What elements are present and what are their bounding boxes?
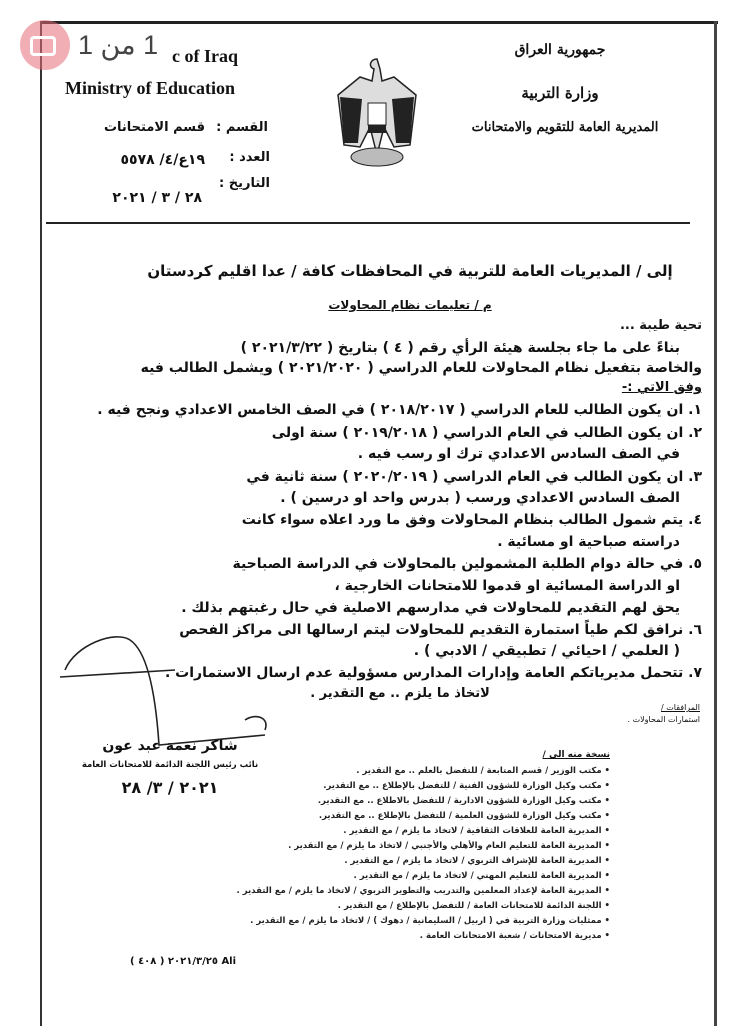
list-item-6: ٦. نرافق لكم طياً استمارة التقديم للمحاولات ليتم ارسالها الى مراكز الفحص <box>179 622 702 638</box>
body-line: وفق الاتي :- <box>621 380 702 395</box>
country-name-en: c of Iraq <box>172 46 238 66</box>
list-item-1: ١. ان يكون الطالب للعام الدراسي ( ٢٠١٨/٢٠١٧ ) في الصف الخامس الاعدادي ونجح فيه . <box>97 402 702 418</box>
viewer-app-icon[interactable] <box>20 20 70 70</box>
list-item-6-cont: ( العلمي / احيائي / تطبيقي / الادبي ) . <box>413 643 680 659</box>
date-value: ٢٨ / ٣ / ٢٠٢١ <box>112 190 202 206</box>
cc-item: • مديرية الامتحانات / شعبة الامتحانات العامة . <box>420 931 610 941</box>
iraq-emblem-icon <box>330 55 425 170</box>
handwritten-signature <box>55 625 295 755</box>
greeting: تحية طيبة ... <box>619 318 702 333</box>
signature-date: ٢٠٢١ / ٣/ ٢٨ <box>121 778 219 797</box>
body-line: والخاصة بتفعيل نظام المحاولات للعام الدراسي ( ٢٠٢١/٢٠٢٠ ) ويشمل الطالب فيه <box>140 360 702 376</box>
body-line: بناءً على ما جاء بجلسة هيئة الرأي رقم ( ٤ ) بتاريخ ( ٢٠٢١/٣/٢٢ ) <box>240 340 680 356</box>
subject: م / تعليمات نظام المحاولات <box>328 298 492 312</box>
list-item-2-cont: في الصف السادس الاعدادي ترك او رسب فيه . <box>357 446 680 462</box>
list-item-4: ٤. يتم شمول الطالب بنظام المحاولات وفق ما ورد اعلاه سواء كانت <box>241 512 702 528</box>
cc-item: • ممثليات وزارة التربية في ( اربيل / السليمانية / دهوك ) / لاتخاذ ما يلزم / مع التقدير . <box>250 916 610 926</box>
list-item-7: ٧. تتحمل مديرياتكم العامة وإدارات المدارس مسؤولية عدم ارسال الاستمارات . <box>164 665 702 681</box>
list-item-5-cont: يحق لهم التقديم للمحاولات في مدارسهم الاصلية في حال رغبتهم بذلك . <box>181 600 680 616</box>
cc-item: • مكتب الوزير / قسم المتابعة / للتفضل بالعلم .. مع التقدير . <box>356 766 610 776</box>
cc-item: • المديرية العامة لإعداد المعلمين والتدريب والتطوير التربوي / لاتخاذ ما يلزم / مع التقدير . <box>237 886 611 896</box>
signatory-name: شاكر نعمة عبد عون <box>102 738 238 754</box>
department-value: قسم الامتحانات <box>103 120 205 135</box>
cc-item: • مكتب وكيل الوزارة للشؤون الفنية / للتفضل بالإطلاع .. مع التقدير. <box>323 781 610 791</box>
cc-item: • مكتب وكيل الوزارة للشؤون العلمية / للتفضل بالإطلاع .. مع التقدير. <box>319 811 610 821</box>
cc-item: • مكتب وكيل الوزارة للشؤون الادارية / للتفضل بالاطلاع .. مع التقدير. <box>318 796 610 806</box>
number-value: ١٩ع/٤/ ٥٥٧٨ <box>120 152 205 168</box>
cc-item: • اللجنة الدائمة للامتحانات العامة / للتفضل بالإطلاع / مع التقدير . <box>338 901 610 911</box>
cc-item: • المديرية العامة للإشراف التربوي / لاتخاذ ما يلزم / مع التقدير . <box>344 856 610 866</box>
page-indicator: 1 من 1 <box>78 30 159 60</box>
ministry-name-en: Ministry of Education <box>65 78 236 98</box>
ministry-name: وزارة التربية <box>521 84 599 102</box>
header-divider <box>46 222 690 224</box>
number-label: العدد : <box>229 150 270 165</box>
list-item-2: ٢. ان يكون الطالب في العام الدراسي ( ٢٠١٩/٢٠١٨ ) سنة اولى <box>271 425 702 441</box>
frame-right-border <box>714 21 717 1026</box>
cc-label: نسخة منه الى / <box>542 750 610 760</box>
date-label: التاريخ : <box>219 176 270 191</box>
frame-left-border <box>40 21 42 1026</box>
directorate-name: المديرية العامة للتقويم والامتحانات <box>471 120 659 135</box>
cc-item: • المديرية العامة للتعليم المهني / لاتخاذ ما يلزم / مع التقدير . <box>354 871 610 881</box>
list-item-5: ٥. في حالة دوام الطلبة المشمولين بالمحاولات في الدراسة الصباحية <box>232 556 702 572</box>
department-label: القسم : <box>216 120 268 135</box>
frame-top-border <box>40 21 718 24</box>
list-item-3: ٣. ان يكون الطالب في العام الدراسي ( ٢٠٢٠/٢٠١٩ ) سنة ثانية في <box>246 469 702 485</box>
list-item-5-cont: او الدراسة المسائية او قدموا للامتحانات الخارجية ، <box>334 578 680 594</box>
addressee: إلى / المديريات العامة للتربية في المحافظات كافة / عدا اقليم كردستان <box>147 262 673 280</box>
signatory-title: نائب رئيس اللجنة الدائمة للامتحانات العامة <box>81 760 259 770</box>
cc-item: • المديرية العامة للتعليم العام والأهلي والأجنبي / لاتخاذ ما يلزم / مع التقدير . <box>288 841 610 851</box>
footer-reference: Ali ٢٠٢١/٣/٢٥ ( ٤٠٨ ) <box>130 956 237 967</box>
closing: لاتخاذ ما يلزم .. مع التقدير . <box>310 686 490 701</box>
attachments-value: استمارات المحاولات . <box>627 715 700 724</box>
list-item-4-cont: دراسته صباحية او مسائية . <box>497 534 680 550</box>
cc-item: • المديرية العامة للعلاقات الثقافية / لاتخاذ ما يلزم / مع التقدير . <box>343 826 610 836</box>
country-name: جمهورية العراق <box>514 42 606 58</box>
attachments-label: المرافقات / <box>661 703 700 712</box>
list-item-3-cont: الصف السادس الاعدادي ورسب ( بدرس واحد او درسين ) . <box>280 490 680 506</box>
